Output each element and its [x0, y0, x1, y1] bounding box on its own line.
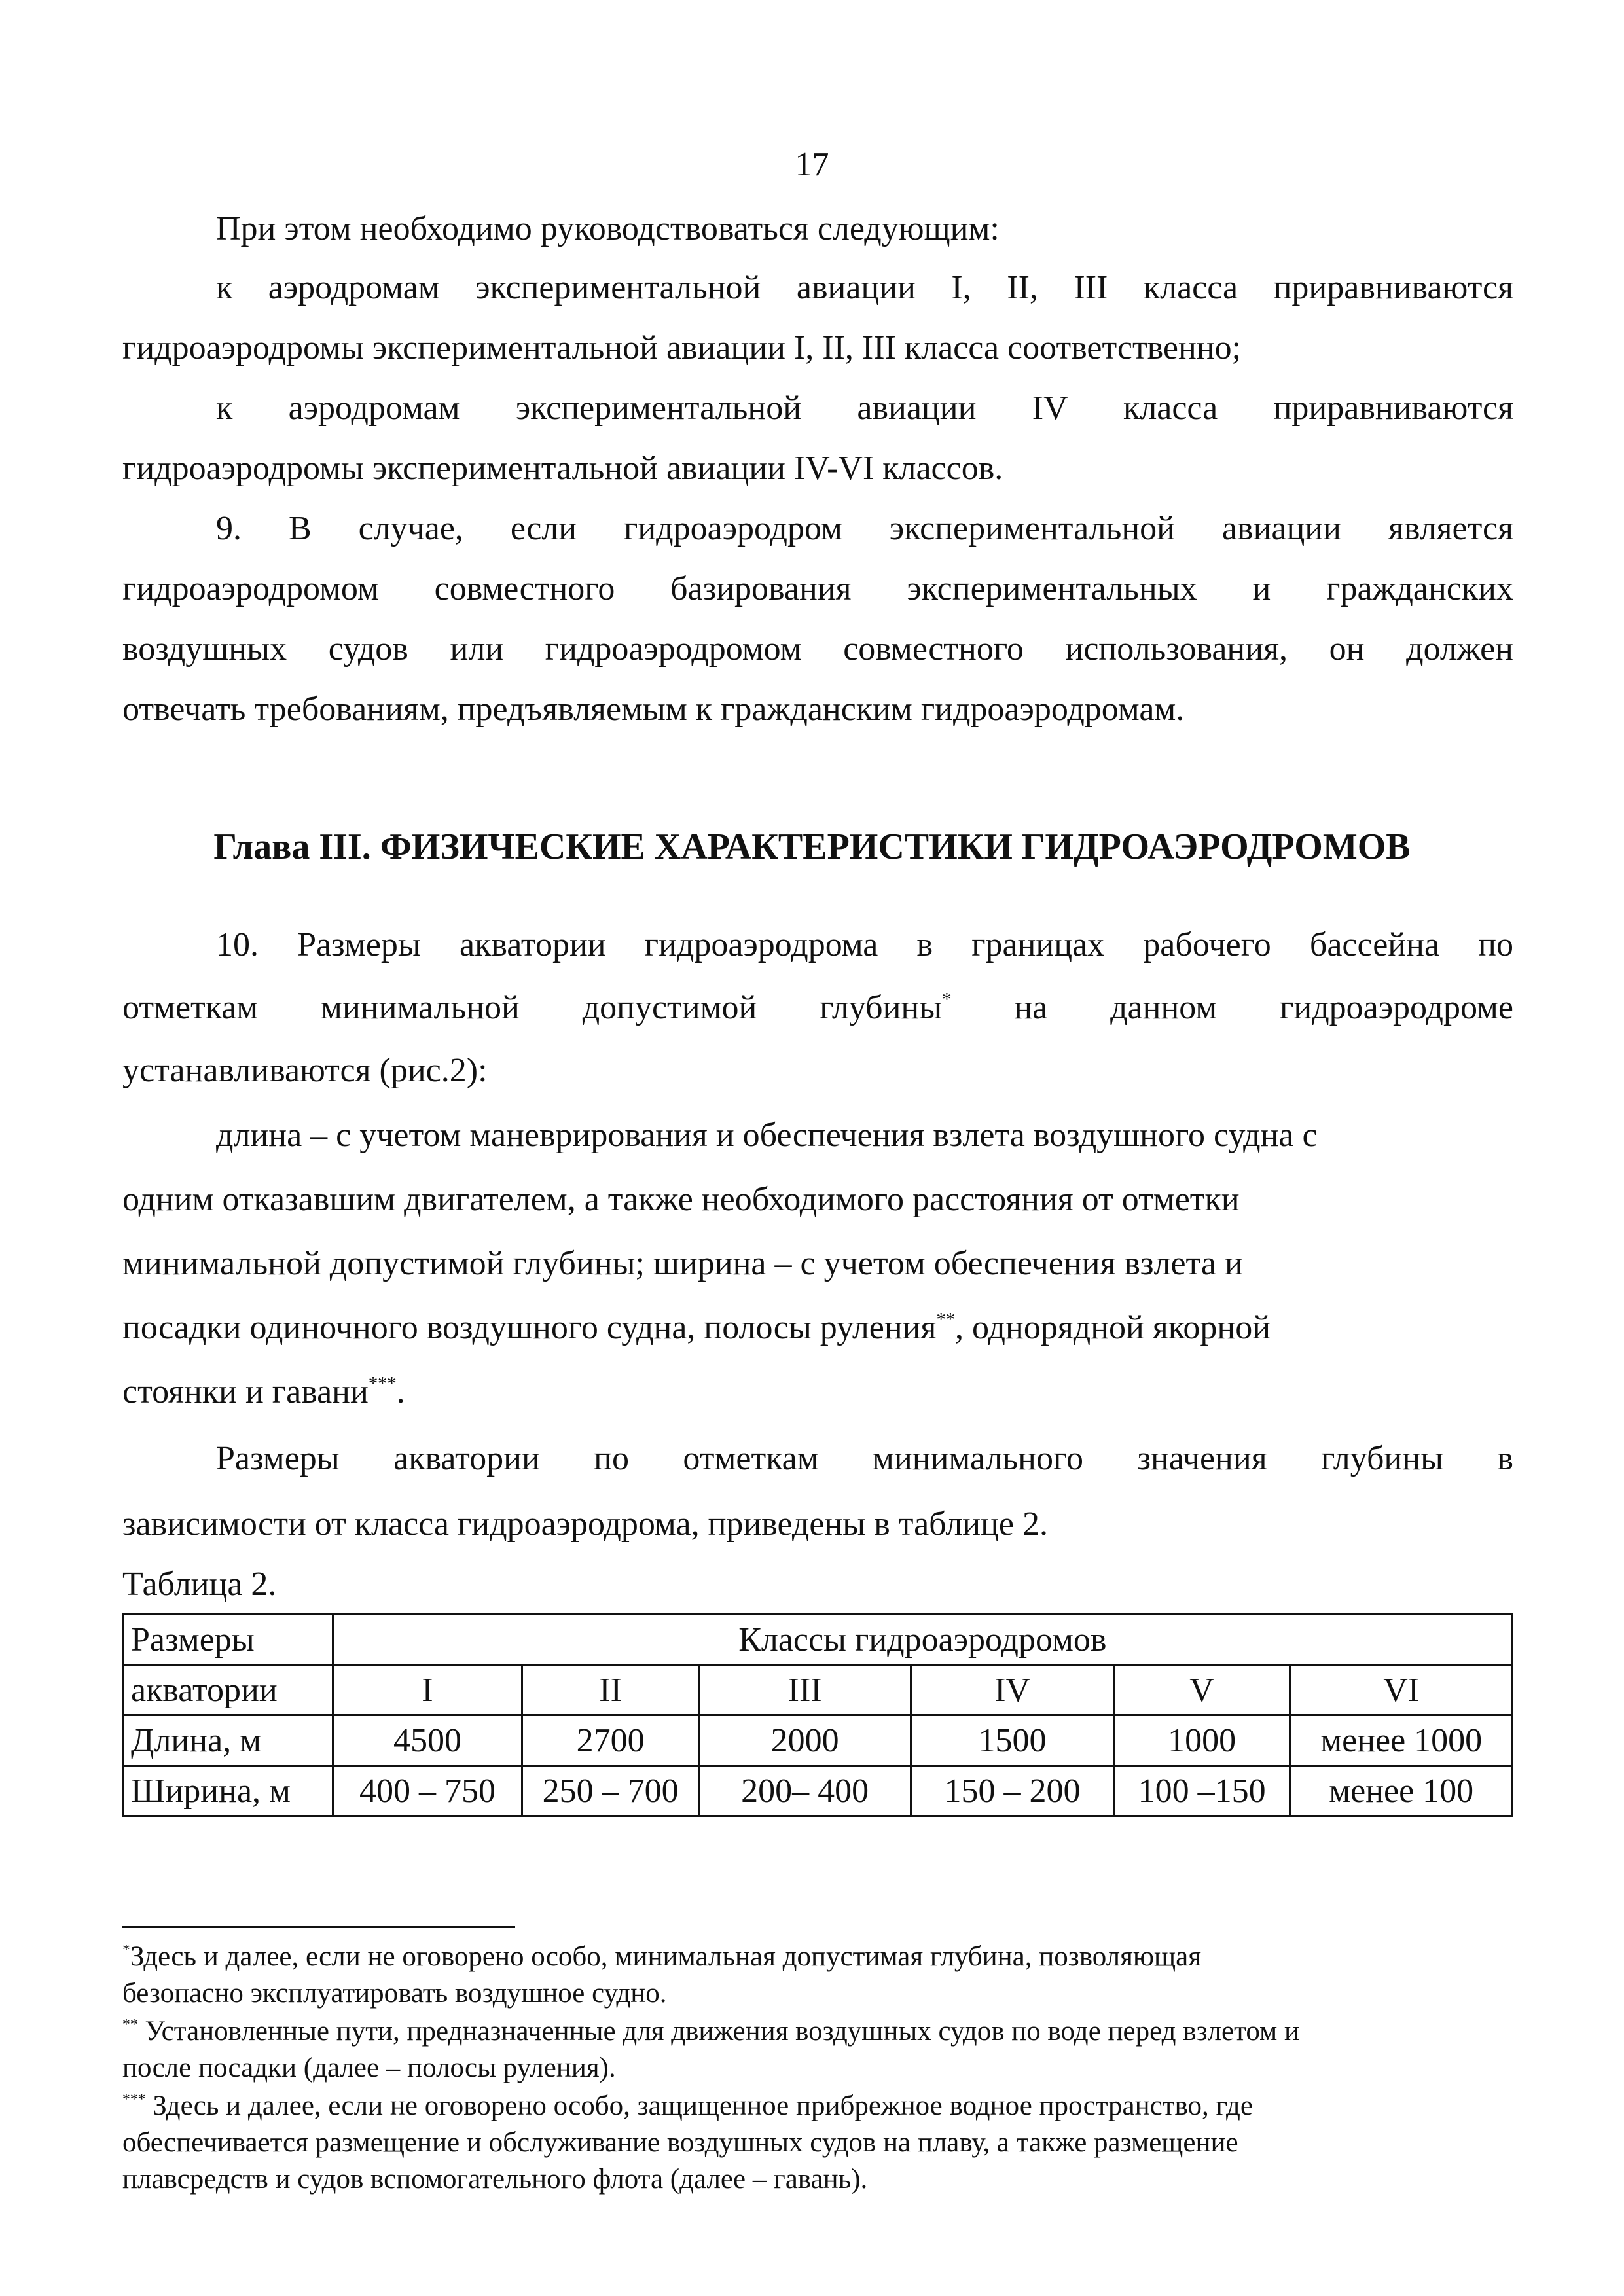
paragraph-line	[122, 1362, 1513, 1422]
footnote-mark: **	[936, 1309, 956, 1330]
table-cell: 4500	[333, 1715, 522, 1766]
row-label-cell: Ширина, м	[124, 1766, 333, 1816]
class-header-cell: VI	[1290, 1665, 1513, 1715]
footnote-separator	[122, 1926, 515, 1928]
paragraph-line: отвечать требованиям, предъявляемым к гражданским гидроаэродромам.	[122, 691, 1185, 728]
table-header-row	[124, 1665, 1513, 1715]
paragraph-line: зависимости от класса гидроаэродрома, приведены в таблице 2.	[122, 1505, 1049, 1543]
text-run: Здесь и далее, если не оговорено особо, защищенное прибрежное водное пространство, где	[153, 2090, 1253, 2121]
footnote-line: обеспечивается размещение и обслуживание воздушных судов на плаву, а также размещение	[122, 2127, 1238, 2158]
text-run: Здесь и далее, если не оговорено особо, минимальная допустимая глубина, позволяющая	[130, 1941, 1202, 1972]
class-header-cell: III	[698, 1665, 911, 1715]
paragraph-line: гидроаэродромы экспериментальной авиации I, II, III класса соответственно;	[122, 329, 1242, 367]
paragraph-line: одним отказавшим двигателем, а также необходимого расстояния от отметки	[122, 1181, 1240, 1218]
footnote-mark: **	[122, 2016, 138, 2034]
paragraph-line	[122, 1298, 1513, 1358]
table-cell: 2000	[698, 1715, 911, 1766]
footnote-mark: *	[122, 1941, 130, 1959]
paragraph-line: к аэродромам экспериментальной авиации IV класса приравниваются	[216, 389, 1513, 427]
table-row	[124, 1766, 1513, 1816]
class-header-cell: IV	[911, 1665, 1113, 1715]
paragraph-line: 10. Размеры акватории гидроаэродрома в границах рабочего бассейна по	[216, 926, 1513, 963]
class-header-cell: I	[333, 1665, 522, 1715]
footnote-line	[122, 2013, 1513, 2050]
aquatorium-size-table	[122, 1613, 1513, 1817]
table-cell: 1500	[911, 1715, 1113, 1766]
footnote-line: после посадки (далее – полосы руления).	[122, 2053, 616, 2083]
table-header-row	[124, 1615, 1513, 1665]
header-group-cell: Классы гидроаэродромов	[333, 1615, 1512, 1665]
class-header-cell: V	[1113, 1665, 1290, 1715]
table-cell: менее 100	[1290, 1766, 1513, 1816]
table-cell: 250 – 700	[522, 1766, 699, 1816]
paragraph-line: 9. В случае, если гидроаэродром экспериментальной авиации является	[216, 510, 1513, 547]
paragraph-line: длина – с учетом маневрирования и обеспечения взлета воздушного судна с	[216, 1117, 1318, 1154]
paragraph-line: минимальной допустимой глубины; ширина – с учетом обеспечения взлета и	[122, 1245, 1243, 1282]
text-run: .	[396, 1373, 405, 1410]
footnote-line: безопасно эксплуатировать воздушное судно.	[122, 1978, 667, 2009]
footnote-mark: *	[942, 989, 952, 1010]
text-run: стоянки и гавани	[122, 1373, 369, 1410]
footnote-line: плавсредств и судов вспомогательного флота (далее – гавань).	[122, 2164, 868, 2195]
row-label-cell: Длина, м	[124, 1715, 333, 1766]
paragraph-line: Размеры акватории по отметкам минимального значения глубины в	[216, 1440, 1513, 1477]
footnote-line	[122, 1939, 1513, 1975]
paragraph-line: воздушных судов или гидроаэродромом совместного использования, он должен	[122, 630, 1513, 668]
table-cell: 1000	[1113, 1715, 1290, 1766]
header-cell: акватории	[124, 1665, 333, 1715]
table-cell: 400 – 750	[333, 1766, 522, 1816]
text-run: на данном гидроаэродроме	[1014, 989, 1514, 1026]
table-row	[124, 1715, 1513, 1766]
paragraph-line: к аэродромам экспериментальной авиации I, II, III класса приравниваются	[216, 269, 1513, 306]
class-header-cell: II	[522, 1665, 699, 1715]
paragraph-line: гидроаэродромы экспериментальной авиации IV-VI классов.	[122, 450, 1003, 487]
footnote-mark: ***	[368, 1373, 397, 1394]
paragraph-line: устанавливаются (рис.2):	[122, 1052, 488, 1089]
table-cell: 200– 400	[698, 1766, 911, 1816]
chapter-heading: Глава III. ФИЗИЧЕСКИЕ ХАРАКТЕРИСТИКИ ГИДРОАЭРОДРОМОВ	[213, 827, 1411, 867]
text-run: посадки одиночного воздушного судна, полосы руления	[122, 1309, 937, 1346]
text-run: , однорядной якорной	[955, 1309, 1271, 1346]
table-cell: менее 1000	[1290, 1715, 1513, 1766]
table-cell: 2700	[522, 1715, 699, 1766]
header-cell: Размеры	[124, 1615, 333, 1665]
text-run: отметкам минимальной допустимой глубины	[122, 989, 943, 1026]
table-caption: Таблица 2.	[122, 1566, 277, 1603]
paragraph-intro: При этом необходимо руководствоваться следующим:	[216, 210, 1000, 247]
text-run: Установленные пути, предназначенные для движения воздушных судов по воде перед взлетом и	[145, 2016, 1299, 2047]
paragraph-line	[122, 978, 1513, 1038]
page-number: 17	[795, 146, 829, 183]
table-cell: 100 –150	[1113, 1766, 1290, 1816]
table-cell: 150 – 200	[911, 1766, 1113, 1816]
paragraph-line: гидроаэродромом совместного базирования экспериментальных и гражданских	[122, 570, 1513, 607]
footnote-mark: ***	[122, 2090, 146, 2108]
footnote-line	[122, 2088, 1513, 2125]
